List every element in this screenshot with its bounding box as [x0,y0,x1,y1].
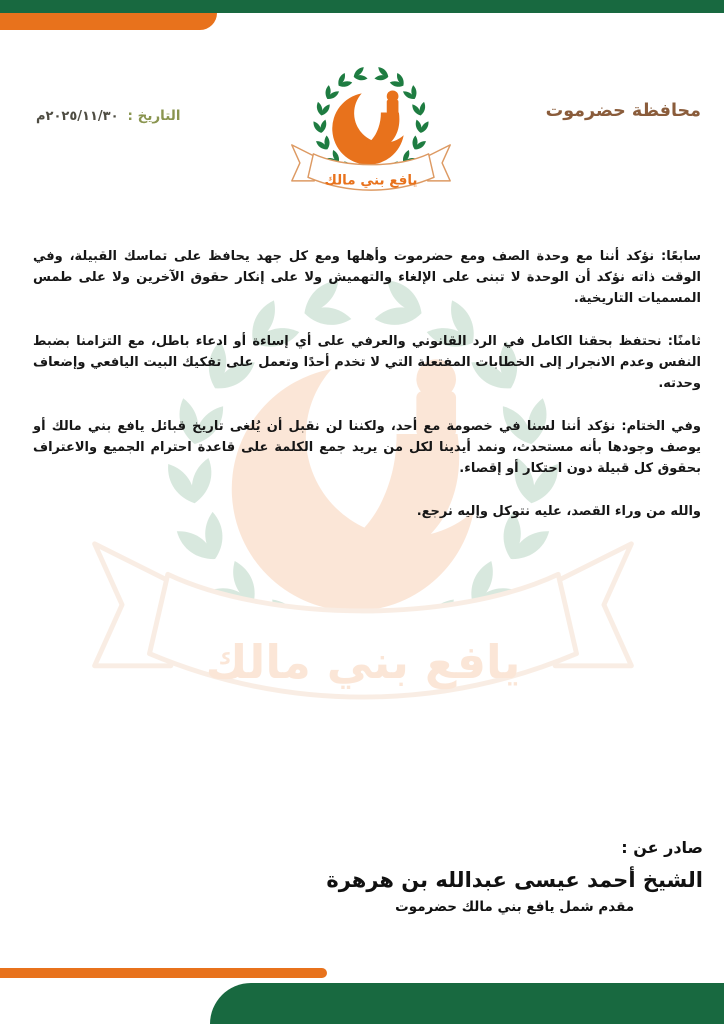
paragraph-closing-prayer: والله من وراء القصد، عليه نتوكل وإليه نرجع. [416,504,701,519]
issued-by-label: صادر عن : [621,838,703,857]
governorate-title: محافظة حضرموت [545,101,701,121]
paragraph-conclusion: وفي الختام: نؤكد أننا لسنا في خصومة مع أحد، ولكننا لن نقبل أن يُلغى تاريخ قبائل يافع بني مالك أو يوصف وجودها بأنه مستحدث، ونمد أيدينا لكل من يريد جمع الكلمة على قاعدة احترام الجميع والاعتراف بحقوق كل قبيلة دون احتكار أو إقصاء. [33,419,701,476]
date-label: التاريخ : [127,108,181,124]
date-line [36,108,180,124]
signatory-title: مقدم شمل يافع بني مالك حضرموت [395,899,635,915]
signatory [326,868,703,915]
top-orange-bar [0,13,217,30]
tribal-logo [281,45,461,198]
bottom-green-bar [210,983,724,1024]
paragraph-eighth: ثامنًا: نحتفظ بحقنا الكامل في الرد القانوني والعرفي على أي إساءة أو ادعاء باطل، مع التزامنا بضبط النفس وعدم الانجرار إلى الخطابات المفتعلة التي لا تخدم أحدًا وتعمل على تفكيك البيت اليافعي وإضعاف وحدته. [33,334,701,391]
top-green-bar [0,0,724,13]
signature-block [326,838,703,915]
signatory-name: الشيخ أحمد عيسى عبدالله بن هرهرة [326,868,703,892]
paragraph-seventh: سابعًا: نؤكد أننا مع وحدة الصف ومع حضرموت وأهلها ومع كل جهد يحافظ على تماسك القبيلة، وفي الوقت ذاته نؤكد أن الوحدة لا تبنى على الإلغاء والتهميش ولا على إنكار حقوق الآخرين ولا على طمس المسميات التاريخية. [33,249,701,306]
bottom-orange-bar [0,968,327,978]
letter-body [33,246,701,544]
date-value: ٢٠٢٥/١١/٣٠م [36,109,119,124]
